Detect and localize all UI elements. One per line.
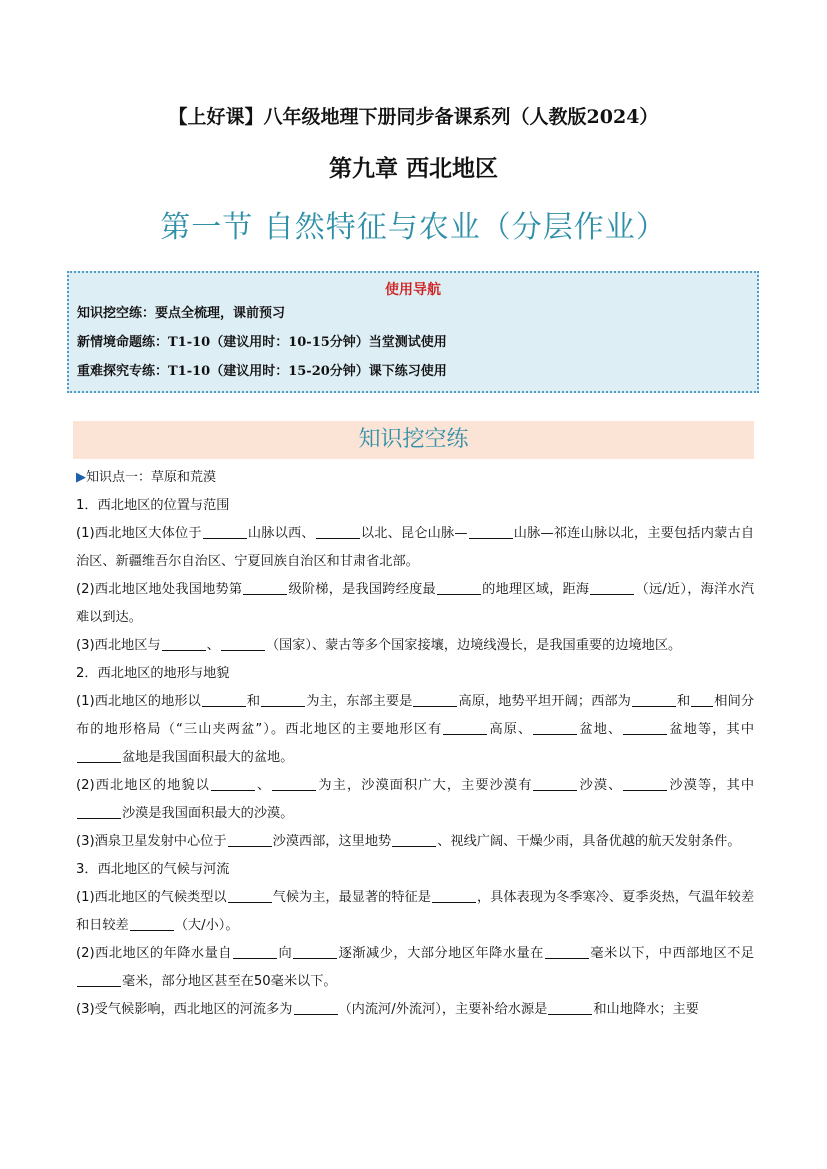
blank[interactable] xyxy=(203,524,247,539)
blank[interactable] xyxy=(469,524,513,539)
guide-line-homework: 重难探究专练：T1-10（建议用时：15-20分钟）课下练习使用 xyxy=(77,364,447,379)
series-title: 【上好课】八年级地理下册同步备课系列（人教版2024） xyxy=(168,106,659,128)
blank[interactable] xyxy=(413,692,457,707)
blank[interactable] xyxy=(293,944,337,959)
chapter-title: 第九章 西北地区 xyxy=(328,155,498,182)
blank[interactable] xyxy=(437,580,481,595)
blank[interactable] xyxy=(316,524,360,539)
blank[interactable] xyxy=(162,636,206,651)
blank[interactable] xyxy=(623,720,667,735)
paragraph-1-2: (2)西北地区地处我国地势第 级阶梯，是我国跨经度最 的地理区域，距海 （远/近），海洋水汽难以到达。 xyxy=(76,582,755,625)
blank[interactable] xyxy=(533,776,577,791)
blank[interactable] xyxy=(243,580,287,595)
blank[interactable] xyxy=(392,832,436,847)
blank[interactable] xyxy=(221,636,265,651)
section-1-title: 1．西北地区的位置与范围 xyxy=(76,498,230,513)
blank[interactable] xyxy=(211,776,255,791)
paragraph-2-1: (1)西北地区的地形以 和 为主，东部主要是 高原，地势平坦开阔；西部为 和 相间分布的地形格局（“三山夹两盆”）。西北地区的主要地形区有 高原、 盆地、 盆地等，其中盆地是我国面积最大的盆地。 xyxy=(76,694,755,765)
blank[interactable] xyxy=(443,720,487,735)
blank[interactable] xyxy=(130,916,174,931)
blank[interactable] xyxy=(228,832,272,847)
guide-line-preview: 知识挖空练：要点全梳理，课前预习 xyxy=(77,306,286,321)
knowledge-fill-banner: 知识挖空练 xyxy=(73,421,754,459)
paragraph-2-3: (3)酒泉卫星发射中心位于 沙漠西部，这里地势 、视线广阔、干燥少雨，具备优越的航天发射条件。 xyxy=(76,834,741,849)
blank[interactable] xyxy=(632,692,676,707)
blank[interactable] xyxy=(623,776,667,791)
triangle-marker-icon: ▶ xyxy=(76,470,86,485)
blank[interactable] xyxy=(233,944,277,959)
section-title: 第一节 自然特征与农业（分层作业） xyxy=(160,210,667,245)
paragraph-2-2: (2)西北地区的地貌以 、 为主，沙漠面积广大，主要沙漠有 沙漠、 沙漠等，其中沙漠是我国面积最大的沙漠。 xyxy=(76,778,755,821)
section-2-title: 2．西北地区的地形与地貌 xyxy=(76,666,230,681)
paragraph-3-2: (2)西北地区的年降水量自 向 逐渐减少，大部分地区年降水量在 毫米以下，中西部地区不足毫米，部分地区甚至在50毫米以下。 xyxy=(76,946,755,989)
blank[interactable] xyxy=(533,720,577,735)
blank[interactable] xyxy=(432,888,476,903)
paragraph-3-3: (3)受气候影响，西北地区的河流多为 （内流河/外流河），主要补给水源是 和山地降水；主要 xyxy=(76,1002,699,1017)
usage-guide-box xyxy=(67,271,759,393)
blank[interactable] xyxy=(590,580,634,595)
usage-guide-title: 使用导航 xyxy=(385,282,441,298)
blank[interactable] xyxy=(548,1000,592,1015)
blank[interactable] xyxy=(691,692,713,707)
blank[interactable] xyxy=(294,1000,338,1015)
worksheet-content xyxy=(76,464,754,1024)
blank[interactable] xyxy=(77,972,121,987)
paragraph-3-1: (1)西北地区的气候类型以 气候为主，最显著的特征是 ，具体表现为冬季寒冷、夏季炎热，气温年较差和日较差 （大/小）。 xyxy=(76,890,755,933)
knowledge-point-label: 知识点一：草原和荒漠 xyxy=(86,470,217,485)
paragraph-1-1: (1)西北地区大体位于 山脉以西、 以北、昆仑山脉— 山脉—祁连山脉以北，主要包括内蒙古自治区、新疆维吾尔自治区、宁夏回族自治区和甘肃省北部。 xyxy=(76,526,755,569)
blank[interactable] xyxy=(202,692,246,707)
section-3-title: 3．西北地区的气候与河流 xyxy=(76,862,230,877)
paragraph-1-3: (3)西北地区与 、 （国家）、蒙古等多个国家接壤，边境线漫长，是我国重要的边境地区。 xyxy=(76,638,682,653)
blank[interactable] xyxy=(545,944,589,959)
blank[interactable] xyxy=(77,748,121,763)
blank[interactable] xyxy=(77,804,121,819)
blank[interactable] xyxy=(261,692,305,707)
blank[interactable] xyxy=(272,776,316,791)
guide-line-classroom: 新情境命题练：T1-10（建议用时：10-15分钟）当堂测试使用 xyxy=(77,335,447,350)
knowledge-point-heading xyxy=(76,464,754,492)
blank[interactable] xyxy=(228,888,272,903)
